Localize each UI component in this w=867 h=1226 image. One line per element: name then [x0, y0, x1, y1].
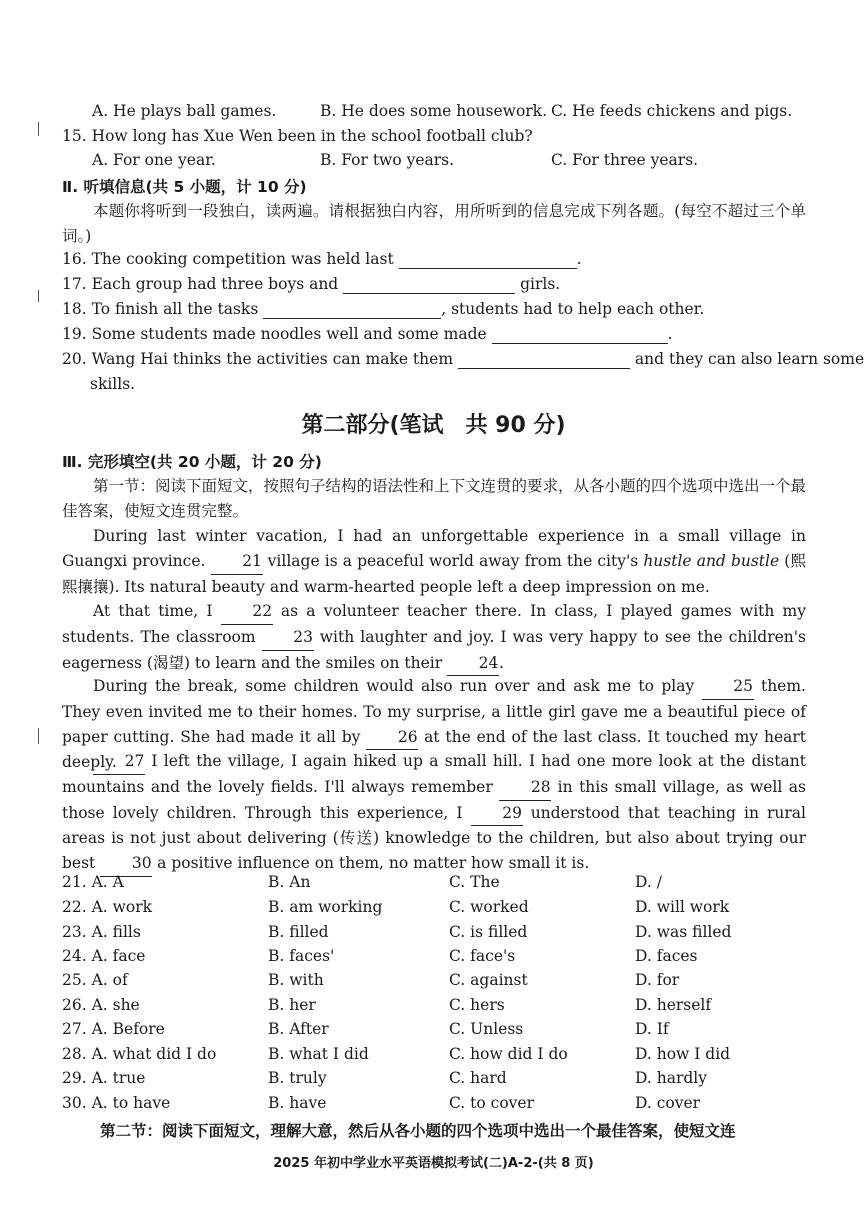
option-27-c[interactable]: C. Unless — [449, 1020, 524, 1038]
question-20-continued: skills. — [90, 375, 136, 393]
margin-mark — [38, 122, 39, 136]
section-2-heading: Ⅱ. 听填信息(共 5 小题，计 10 分) — [62, 178, 307, 196]
option-25-d[interactable]: D. for — [635, 971, 680, 989]
blank-28[interactable]: 28 — [499, 775, 551, 801]
q16-text: 16. The cooking competition was held last — [62, 250, 394, 268]
blank-23[interactable]: 23 — [262, 625, 314, 651]
section-2-instruction: 本题你将听到一段独白，读两遍。请根据独白内容，用所听到的信息完成下列各题。(每空不超过三个单词。) — [62, 202, 806, 245]
option-30-b[interactable]: B. have — [268, 1094, 327, 1112]
option-23-a[interactable]: 23. A. fills — [62, 923, 141, 941]
q20-end: and they can also learn some — [634, 350, 865, 368]
option-28-d[interactable]: D. how I did — [635, 1045, 731, 1063]
q14-option-b: B. He does some housework. — [320, 102, 548, 120]
q14-option-a: A. He plays ball games. — [92, 102, 277, 120]
section-3-instruction: 第一节：阅读下面短文，按照句子结构的语法性和上下文连贯的要求，从各小题的四个选项中选出一个最佳答案，使短文连贯完整。 — [62, 477, 807, 520]
option-27-b[interactable]: B. After — [268, 1020, 329, 1038]
p3-text-b: them. They even invited me to their homes. To my surprise, a little girl gave me a beautiful piece of paper cutting. She had made it all by — [62, 677, 806, 746]
option-23-c[interactable]: C. is filled — [449, 923, 528, 941]
option-29-b[interactable]: B. truly — [268, 1069, 327, 1087]
blank-24[interactable]: 24 — [447, 651, 499, 677]
option-26-a[interactable]: 26. A. she — [62, 996, 140, 1014]
option-30-c[interactable]: C. to cover — [449, 1094, 535, 1112]
p2-text-d: . — [499, 653, 504, 672]
blank-30[interactable]: 30 — [100, 851, 152, 877]
question-16 — [62, 250, 582, 269]
question-18 — [62, 300, 704, 319]
blank-25[interactable]: 25 — [702, 674, 754, 700]
section-3-heading: Ⅲ. 完形填空(共 20 小题，计 20 分) — [62, 453, 322, 471]
passage-paragraph-4 — [62, 749, 806, 877]
option-24-a[interactable]: 24. A. face — [62, 947, 146, 965]
option-29-c[interactable]: C. hard — [449, 1069, 507, 1087]
margin-mark — [38, 728, 39, 744]
q20-text: 20. Wang Hai thinks the activities can make them — [62, 350, 454, 368]
p4-text-d: a positive influence on them, no matter how small it is. — [157, 854, 590, 873]
p3-text-c: at the end of the last class. It touched my heart deeply. — [62, 727, 806, 772]
option-24-b[interactable]: B. faces' — [268, 947, 335, 965]
p2-text-a: At that time, I — [93, 602, 213, 620]
blank-26[interactable]: 26 — [366, 725, 418, 751]
p2-text-c: with laughter and joy. I was very happy to see the children's eagerness (渴望) to learn and the smiles on their — [62, 627, 806, 672]
option-29-d[interactable]: D. hardly — [635, 1069, 707, 1087]
option-28-b[interactable]: B. what I did — [268, 1045, 369, 1063]
option-27-a[interactable]: 27. A. Before — [62, 1020, 165, 1038]
option-22-d[interactable]: D. will work — [635, 898, 730, 916]
q18-blank[interactable] — [263, 300, 441, 319]
part-title: 第二部分(笔试 共 90 分) — [301, 413, 566, 438]
section-3-part-2-instruction: 第二节：阅读下面短文，理解大意，然后从各小题的四个选项中选出一个最佳答案，使短文连 — [100, 1122, 736, 1140]
q17-blank[interactable] — [343, 275, 515, 294]
q17-end: girls. — [520, 275, 561, 293]
option-22-b[interactable]: B. am working — [268, 898, 383, 916]
option-26-c[interactable]: C. hers — [449, 996, 505, 1014]
p4-text-a: I left the village, I again hiked up a small hill. I had one more look at the distant mountains and the lovely fields. I'll always remember — [62, 752, 806, 796]
q15-option-b: B. For two years. — [320, 151, 455, 169]
option-22-c[interactable]: C. worked — [449, 898, 529, 916]
q18-text: 18. To finish all the tasks — [62, 300, 259, 318]
q16-end: . — [576, 250, 582, 268]
option-28-c[interactable]: C. how did I do — [449, 1045, 568, 1063]
blank-29[interactable]: 29 — [471, 801, 523, 827]
option-21-d[interactable]: D. / — [635, 873, 662, 891]
option-22-a[interactable]: 22. A. work — [62, 898, 153, 916]
q20-blank[interactable] — [458, 350, 630, 369]
p1-text-a: During last winter vacation, I had an unforgettable experience in a small village in Guangxi province. — [62, 527, 806, 570]
blank-21[interactable]: 21 — [211, 549, 263, 575]
q15-option-c: C. For three years. — [551, 151, 699, 169]
q19-blank[interactable] — [492, 325, 668, 344]
option-21-a[interactable]: 21. A. A — [62, 873, 124, 891]
option-30-a[interactable]: 30. A. to have — [62, 1094, 171, 1112]
option-30-d[interactable]: D. cover — [635, 1094, 701, 1112]
option-26-b[interactable]: B. her — [268, 996, 316, 1014]
p3-text-a: During the break, some children would also run over and ask me to play — [93, 677, 695, 695]
blank-22[interactable]: 22 — [221, 599, 273, 625]
option-23-d[interactable]: D. was filled — [635, 923, 732, 941]
q18-end: , students had to help each other. — [441, 300, 705, 318]
margin-mark — [38, 290, 39, 302]
blank-27[interactable]: 27 — [93, 749, 145, 775]
option-25-b[interactable]: B. with — [268, 971, 324, 989]
q19-end: . — [667, 325, 673, 343]
option-27-d[interactable]: D. If — [635, 1020, 669, 1038]
p4-text-c: understood that teaching in rural areas is not just about delivering (传送) knowledge to the children, but also about trying our best — [62, 803, 806, 873]
option-25-a[interactable]: 25. A. of — [62, 971, 128, 989]
option-24-c[interactable]: C. face's — [449, 947, 516, 965]
question-17 — [62, 275, 560, 294]
question-19 — [62, 325, 673, 344]
q16-blank[interactable] — [399, 250, 577, 269]
option-26-d[interactable]: D. herself — [635, 996, 712, 1014]
option-25-c[interactable]: C. against — [449, 971, 528, 989]
option-23-b[interactable]: B. filled — [268, 923, 329, 941]
p1-text-c: (熙熙攘攘). Its natural beauty and warm-hearted people left a deep impression on me. — [62, 551, 806, 596]
passage-paragraph-1 — [62, 524, 806, 599]
page-footer: 2025 年初中学业水平英语模拟考试(二)A-2-(共 8 页) — [273, 1156, 594, 1171]
p4-text-b: in this small village, as well as those lovely children. Through this experience, I — [62, 777, 806, 822]
option-21-b[interactable]: B. An — [268, 873, 311, 891]
option-29-a[interactable]: 29. A. true — [62, 1069, 146, 1087]
q19-text: 19. Some students made noodles well and some made — [62, 325, 487, 343]
question-20 — [62, 350, 864, 369]
option-24-d[interactable]: D. faces — [635, 947, 698, 965]
p2-text-b: as a volunteer teacher there. In class, I played games with my students. The classroom — [62, 602, 807, 646]
q15-option-a: A. For one year. — [92, 151, 216, 169]
q14-option-c: C. He feeds chickens and pigs. — [551, 102, 793, 120]
p1-text-b: village is a peaceful world away from the city's — [267, 551, 639, 570]
option-21-c[interactable]: C. The — [449, 873, 500, 891]
passage-paragraph-2 — [62, 599, 806, 676]
p1-italic: hustle and bustle — [643, 551, 780, 570]
option-28-a[interactable]: 28. A. what did I do — [62, 1045, 217, 1063]
q17-text: 17. Each group had three boys and — [62, 275, 339, 293]
question-15: 15. How long has Xue Wen been in the school football club? — [62, 127, 533, 145]
